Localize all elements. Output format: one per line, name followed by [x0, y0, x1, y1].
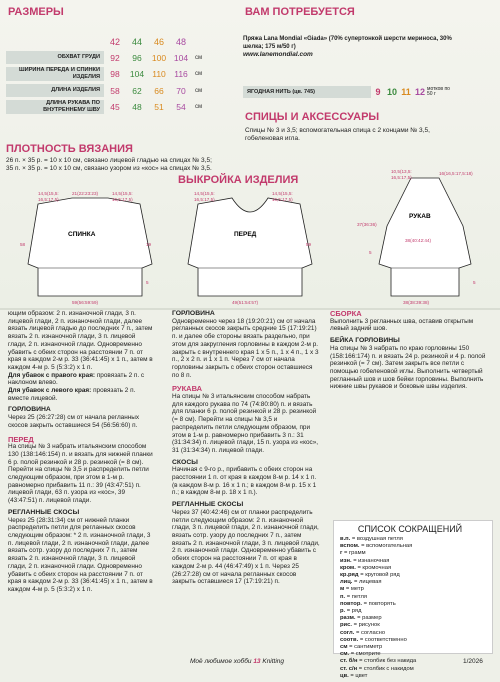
- abbr-term: ст. б/н: [340, 658, 358, 665]
- yarn-qty: 11: [401, 87, 411, 97]
- list-item: [340, 572, 486, 579]
- unit: см: [195, 87, 203, 94]
- section-heading: РЕГЛАННЫЕ СКОСЫ: [8, 508, 80, 516]
- abbr-term: кром.: [340, 564, 356, 571]
- table-cell: 100: [151, 52, 167, 63]
- section-heading: БЕЙКА ГОРЛОВИНЫ: [330, 337, 400, 345]
- section-heading: РЕГЛАННЫЕ СКОСЫ: [172, 501, 244, 509]
- paragraph: Одновременно через 18 (19:20:21) см от начала регланных скосов закрыть средние 15 (17:19:21) п. и далее обе стороны вязать раздельно, при этом для закругления горловины в каждом 2-м р. закрыть с внутреннего края 1 х 5 п., 1 х 4 п., 1 х 3 п., 2 х 2 п. и 1 х 1 п. Через 7 см от начала горловины закрыть с обеих сторон оставшиеся по 8 п.: [172, 317, 319, 379]
- dim-label: 16,5:17,5): [38, 197, 59, 202]
- brand-name: Knitting: [262, 658, 285, 665]
- yarn-qty: 12: [414, 87, 425, 97]
- abbr-term: р.: [340, 608, 346, 615]
- list-item: [340, 622, 486, 629]
- dim-label: 14,5(15,5:: [38, 191, 59, 196]
- abbr-meaning: = цвет: [350, 672, 368, 679]
- paragraph: [8, 372, 154, 387]
- list-item: [340, 579, 486, 586]
- section-heading: СКОСЫ: [172, 458, 198, 466]
- paragraph: Начиная с 9-го р., прибавить с обеих сторон на расстоянии 1 п. от края в каждом 8-м р. 14 х 1 п. (в каждом 8-м р. 16 х 1 п.; в каждом 8-м р. 15 х 1 п.; в каждом 8-м р. 18 х 1 п.).: [172, 466, 317, 497]
- section-heading: ГОРЛОВИНА: [172, 310, 215, 317]
- table-cell: 96: [132, 52, 142, 63]
- abbr-meaning: = грамм: [344, 550, 366, 557]
- section-heading: ПЕРЕД: [8, 434, 34, 444]
- section-heading: РУКАВА: [172, 384, 203, 394]
- row-label: ДЛИНА ИЗДЕЛИЯ: [6, 84, 104, 97]
- abbr-meaning: = согласно: [355, 629, 386, 636]
- abbr-term: кр.ряд: [340, 572, 359, 579]
- abbr-term: в.п.: [340, 536, 351, 542]
- abbr-term: см: [340, 644, 348, 651]
- yarn-qty: 10: [386, 87, 397, 97]
- abbr-meaning: = повторять: [363, 600, 396, 607]
- list-item: [340, 594, 486, 601]
- abbr-term: ст. с/н: [340, 665, 358, 672]
- dim-label: 59: [306, 242, 312, 247]
- paragraph-text: провязать 2 п. с наклоном влево.: [8, 371, 145, 387]
- list-item: [340, 586, 486, 593]
- abbr-term: рис.: [340, 622, 352, 629]
- sleeve-diagram: [355, 166, 495, 306]
- abbr-term: изн.: [340, 557, 352, 564]
- dim-label: 21(22:23:23): [72, 191, 99, 196]
- table-cell: 70: [176, 85, 186, 96]
- issue-number: 1/2026: [463, 658, 483, 665]
- paragraph: ющим образом: 2 п. изнаночной глади, 3 п. лицевой глади, 2 п. изнаночной глади, далее вязать лицевой гладью до последних 7 п., затем вязать 2 п. изнаночной глади, 3 п. лицевой глади, 2 п. изнаночной глади. Одновременно убавить с обеих сторон на расстоянии 7 п. от края в каждом 2-м р. 33 (36:41:45) х 1 п., затем в каждом 4-м р. 5 (5:3:2) х 1 п.: [8, 310, 153, 371]
- size-header: 44: [131, 36, 142, 47]
- abbr-meaning: = смотрите: [350, 651, 381, 658]
- abbr-meaning: = петля: [346, 593, 367, 600]
- dim-label: 14,5(15,5:: [272, 191, 293, 196]
- page-number: 13: [253, 658, 261, 665]
- abbr-meaning: = рисунок: [353, 622, 380, 629]
- pattern-title: ВЫКРОЙКА ИЗДЕЛИЯ: [178, 174, 299, 186]
- section-heading: СБОРКА: [330, 309, 362, 318]
- paragraph: На спицы № 3 набрать по краю горловины 150 (158:166:174) п. и вязать 24 р. резинкой и 4 р. полой резинкой (= 7 см). Затем закрыть все петли с помощью гобеленовой иглы. Выполнить четвертый регланный шов и шов бейки горловины. Выполнить нижние швы рукавов и боковые швы изделия.: [330, 344, 486, 391]
- paragraph: На спицы № 3 итальянским способом набрать для каждого рукава по 74 (74:80:80) п. и вязать для планки 6 р. полой резинкой и 28 р. резинкой (= 8 см). Перейти на спицы № 3,5 и распределить петли следующим образом, при этом в 1-м р. равномерно прибавить 3 п.: 31 (31:34:34) п. лицевой глади, 15 п. узора из «кос», 31 (31:34:34) п. лицевой глади.: [172, 393, 319, 454]
- abbr-meaning: = круговой ряд: [360, 572, 400, 579]
- column-3: [330, 310, 492, 391]
- subheading: Для убавок с правого края:: [8, 371, 96, 379]
- list-item: [340, 543, 486, 550]
- yarn-name: ЯГОДНАЯ НИТЬ (цв. 745): [243, 86, 371, 98]
- list-item: [340, 630, 486, 637]
- paragraph: Через 25 (28:31:34) см от нижней планки распределить петли для регланных скосов следующим образом: * 2 п. изнаночной глади, 3 п. лицевой глади, 2 п. изнаночной глади, далее вязать сотр. узору до последних 7 п., затем вязать 2 п. изнаночной глади, 3 п. лицевой глади, 2 п. изнаночной глади. Одновременно убавить с обеих сторон на расстоянии 7 п. от края в каждом 2-м р. 33 (36:41:45) х 1 п., затем в каждом 4-м р. 5 (5:3:2) х 1 п.: [8, 516, 153, 593]
- size-header: 46: [153, 36, 164, 47]
- abbr-meaning: = ряд: [346, 608, 362, 615]
- dim-label: 16(16,5:17,5:18): [439, 171, 473, 176]
- list-item: [340, 565, 486, 572]
- dim-label: 16,5:17,5): [194, 197, 215, 202]
- abbr-meaning: = соответственно: [359, 636, 407, 643]
- list-item: [340, 637, 486, 644]
- list-item: [340, 608, 486, 615]
- abbr-meaning: = размер: [357, 615, 382, 622]
- table-row: [6, 51, 202, 64]
- abbr-meaning: = кромочная: [357, 564, 392, 571]
- front-label: ПЕРЕД: [234, 231, 257, 238]
- sleeve-outline: [379, 178, 471, 296]
- list-item: [340, 558, 486, 565]
- paragraph: На спицы № 3 набрать итальянским способом 130 (138:146:154) п. и вязать для нижней планки 6 р. полой резинкой и 28 р. резинкой (= 8 см). Перейти на спицы № 3,5 и распределить петли следующим образом, при этом в 1-м р. равномерно прибавить 11 п.: 39 (43:47:51) п. лицевой глади, 63 п. узора из «кос», 39 (43:47:51) п. лицевой глади.: [8, 443, 153, 505]
- paragraph: [8, 387, 154, 402]
- column-1: [8, 310, 154, 594]
- sizes-header-row: [6, 35, 202, 48]
- list-item: [340, 601, 486, 608]
- table-cell: 104: [129, 69, 145, 79]
- dim-label: 59(56:59:59): [72, 300, 99, 305]
- dim-label: 16,5:17,5): [112, 197, 133, 202]
- sizes-table: [6, 32, 202, 117]
- table-cell: 45: [110, 102, 120, 112]
- dim-label: 38(40:42:44): [405, 238, 432, 243]
- table-cell: 104: [173, 52, 189, 63]
- abbr-meaning: = столбик без накида: [359, 658, 417, 665]
- table-cell: 48: [132, 102, 142, 112]
- abbr-term: соотв.: [340, 636, 359, 643]
- dim-label: 16,5:17,5): [272, 197, 293, 202]
- back-diagram: [20, 186, 160, 306]
- gauge-title: ПЛОТНОСТЬ ВЯЗАНИЯ: [6, 143, 133, 155]
- unit: см: [195, 54, 203, 61]
- dim-label: 14,5(15,5:: [112, 191, 133, 196]
- list-item: [340, 615, 486, 622]
- list-item: [340, 536, 486, 543]
- table-cell: 54: [176, 102, 186, 112]
- dim-label: 19: [146, 242, 152, 247]
- table-cell: 51: [154, 102, 164, 112]
- size-header: 48: [175, 36, 186, 47]
- abbr-term: повтор.: [340, 600, 362, 607]
- yarn-unit: мотков по 50 г: [427, 85, 450, 97]
- list-item: [340, 550, 486, 557]
- list-item: [340, 673, 486, 680]
- abbr-term: см.: [340, 651, 350, 658]
- row-label: ШИРИНА ПЕРЕДА И СПИНКИ ИЗДЕЛИЯ: [6, 67, 104, 81]
- abbr-meaning: = изнаночная: [353, 557, 390, 564]
- paragraph: Через 25 (26:27:28) см от начала регланных скосов закрыть оставшиеся 54 (56:56:60) п.: [8, 414, 140, 429]
- abbr-meaning: = воздушная петля: [351, 536, 403, 542]
- list-item: [340, 644, 486, 651]
- footer: [0, 656, 500, 671]
- needles-text: Спицы № 3 и 3,5; вспомогательная спица с 2 концами № 3,5, гобеленовая игла.: [245, 127, 430, 142]
- column-2: [172, 310, 320, 586]
- magazine-name: Моё любимое хобби: [190, 658, 252, 665]
- needles-title: СПИЦЫ И АКСЕССУАРЫ: [245, 111, 380, 123]
- abbr-meaning: = столбик с накидом: [358, 665, 414, 672]
- abbr-term: п.: [340, 593, 346, 600]
- abbr-term: цв.: [340, 672, 349, 679]
- table-cell: 92: [110, 52, 120, 63]
- back-outline: [28, 198, 152, 296]
- yarn-description: Пряжа Lana Mondial «Giada» (70% супертонкой шерсти мериноса, 30% шелка; 175 м/50 г): [243, 36, 452, 50]
- table-cell: 58: [110, 85, 120, 96]
- abbr-meaning: = лицевая: [354, 579, 382, 586]
- yarn-website: www.lanemondial.com: [243, 51, 313, 58]
- yarn-row: [243, 84, 499, 100]
- front-diagram: [180, 186, 320, 306]
- dim-label: 5: [369, 250, 372, 255]
- abbr-term: г: [340, 550, 343, 557]
- materials-title: ВАМ ПОТРЕБУЕТСЯ: [245, 6, 355, 18]
- table-cell: 62: [132, 85, 142, 96]
- sleeve-label: РУКАВ: [409, 213, 431, 220]
- front-outline: [188, 198, 312, 296]
- table-row: [6, 67, 202, 81]
- dim-label: 5: [473, 280, 476, 285]
- dim-label: 37(36:36): [357, 222, 377, 227]
- section-heading: ГОРЛОВИНА: [8, 406, 51, 414]
- unit: см: [195, 104, 203, 110]
- table-cell: 110: [152, 69, 166, 79]
- abbr-term: разм.: [340, 615, 356, 622]
- gauge-line-2: 35 п. × 35 р. = 10 x 10 см, связано узором из «кос» на спицах № 3,5.: [6, 165, 212, 172]
- paragraph: Выполнить 3 регланных шва, оставив открытым левый задний шов.: [330, 317, 474, 333]
- dim-label: 16,5:17,5): [391, 175, 412, 180]
- dim-label: 38(38:39:38): [403, 300, 430, 305]
- table-row: [6, 100, 202, 114]
- table-row: [6, 84, 202, 97]
- dim-label: 58: [20, 242, 26, 247]
- abbr-term: согл.: [340, 629, 355, 636]
- abbr-meaning: = сантиметр: [349, 644, 383, 651]
- footer-magazine: [190, 658, 284, 665]
- paragraph-text: провязать 2 п. вместе лицевой.: [8, 387, 136, 402]
- abbr-meaning: = метр: [345, 586, 364, 593]
- abbr-term: м: [340, 586, 345, 593]
- table-cell: 98: [110, 69, 120, 79]
- row-label: ДЛИНА РУКАВА ПО ВНУТРЕННЕМУ ШВУ: [6, 100, 104, 114]
- subheading: Для убавок с левого края:: [8, 387, 92, 395]
- dim-label: 49(51:54:57): [232, 300, 259, 305]
- table-cell: 66: [154, 85, 164, 96]
- size-header: 42: [109, 36, 120, 47]
- materials-box: [243, 36, 493, 108]
- table-cell: 116: [174, 69, 188, 79]
- gauge-text: [6, 157, 236, 173]
- row-label: ОБХВАТ ГРУДИ: [6, 51, 104, 64]
- dim-label: 14,5(15,5:: [194, 191, 215, 196]
- dim-label: 10,5(13,5:: [391, 169, 412, 174]
- paragraph: Через 37 (40:42:46) см от планки распределить петли следующим образом: 2 п. изнаночной глади, 3 п. лицевой глади, 2 п. изнаночной глади, вязать сотр. узору до последних 7 п., затем вязать 2 п. изнаночной глади, 3 п. лицевой глади, 2 п. изнаночной глади. Одновременно убавить с обеих сторон на расстоянии 7 п. от края в каждом 2-м р. 44 (46:47:49) х 1 п. Через 25 (26:27:28) см от начала регланных скосов закрыть оставшиеся 17 (17:19:21) п.: [172, 508, 320, 586]
- unit: см: [195, 71, 203, 77]
- abbr-meaning: = вспомогательная: [361, 543, 413, 550]
- sizes-title: РАЗМЕРЫ: [8, 6, 64, 18]
- gauge-line-1: 26 п. × 35 р. = 10 x 10 см, связано лицевой гладью на спицах № 3,5;: [6, 157, 212, 164]
- abbr-term: лиц.: [340, 579, 353, 586]
- abbr-term: вспом.: [340, 543, 360, 550]
- abbreviations-title: СПИСОК СОКРАЩЕНИЙ: [357, 524, 463, 534]
- yarn-qty: 9: [375, 87, 381, 97]
- dim-label: 5: [146, 280, 149, 285]
- back-label: СПИНКА: [68, 231, 96, 238]
